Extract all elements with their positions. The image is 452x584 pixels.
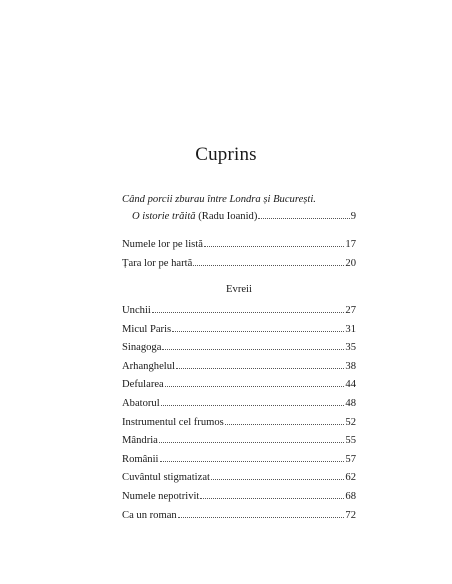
entry-title: Instrumentul cel frumos (122, 416, 224, 428)
leader-dots (160, 451, 345, 462)
toc-entry (122, 321, 356, 335)
page-number: 44 (345, 379, 356, 391)
entry-title: Numele nepotrivit (122, 491, 200, 502)
leader-dots (258, 208, 349, 219)
page-number: 35 (345, 342, 356, 354)
leader-dots (204, 236, 345, 247)
page-title: Cuprins (195, 144, 257, 165)
toc-entry (122, 507, 356, 521)
intro-title-line2: O istorie trăită (Radu Ioanid) (132, 211, 258, 222)
page-number: 55 (345, 435, 356, 447)
toc-entry (122, 236, 356, 250)
entry-title: Sinagoga (122, 342, 162, 354)
leader-dots (200, 488, 344, 499)
toc-entry (122, 451, 356, 465)
section-title: Evreii (226, 284, 252, 295)
entry-title: Ca un roman (122, 509, 177, 521)
entry-title: Numele lor pe listă (122, 239, 203, 250)
entry-title: Românii (122, 453, 159, 465)
page-number: 57 (345, 453, 356, 465)
page-number: 27 (345, 305, 356, 316)
leader-dots (152, 302, 345, 313)
toc-entry (122, 302, 356, 316)
intro-title-line1: Când porcii zburau între Londra și București. (122, 194, 316, 205)
leader-dots (211, 469, 344, 480)
toc-entry (122, 488, 356, 502)
toc-entry (122, 358, 356, 372)
page-number: 52 (345, 416, 356, 428)
toc-entry (122, 376, 356, 390)
leader-dots (162, 339, 344, 350)
page-number: 17 (345, 239, 356, 250)
page-number: 38 (345, 360, 356, 372)
entry-title: Cuvântul stigmatizat (122, 472, 210, 484)
toc-entry (122, 432, 356, 446)
entry-title: Mândria (122, 435, 158, 447)
page-number: 9 (350, 211, 356, 222)
leader-dots (172, 321, 344, 332)
page-number: 72 (345, 509, 356, 521)
leader-dots (161, 395, 345, 406)
entry-title: Defularea (122, 379, 164, 391)
toc-entry (122, 469, 356, 483)
leader-dots (159, 432, 345, 443)
toc-entry (122, 339, 356, 353)
leader-dots (165, 376, 345, 387)
toc-entry (122, 414, 356, 428)
entry-title: Arhanghelul (122, 360, 175, 372)
leader-dots (178, 507, 345, 518)
toc-entry (122, 255, 356, 269)
intro-entry (132, 208, 356, 222)
leader-dots (176, 358, 344, 369)
page-number: 68 (345, 491, 356, 502)
toc-entry (122, 395, 356, 409)
page-number: 20 (345, 257, 356, 269)
leader-dots (193, 255, 344, 266)
page-number: 62 (345, 472, 356, 484)
entry-title: Abatorul (122, 398, 160, 409)
page-number: 48 (345, 398, 356, 409)
page-number: 31 (345, 323, 356, 335)
entry-title: Micul Paris (122, 323, 172, 335)
entry-title: Țara lor pe hartă (122, 257, 193, 269)
entry-title: Unchii (122, 305, 151, 316)
leader-dots (225, 414, 345, 425)
